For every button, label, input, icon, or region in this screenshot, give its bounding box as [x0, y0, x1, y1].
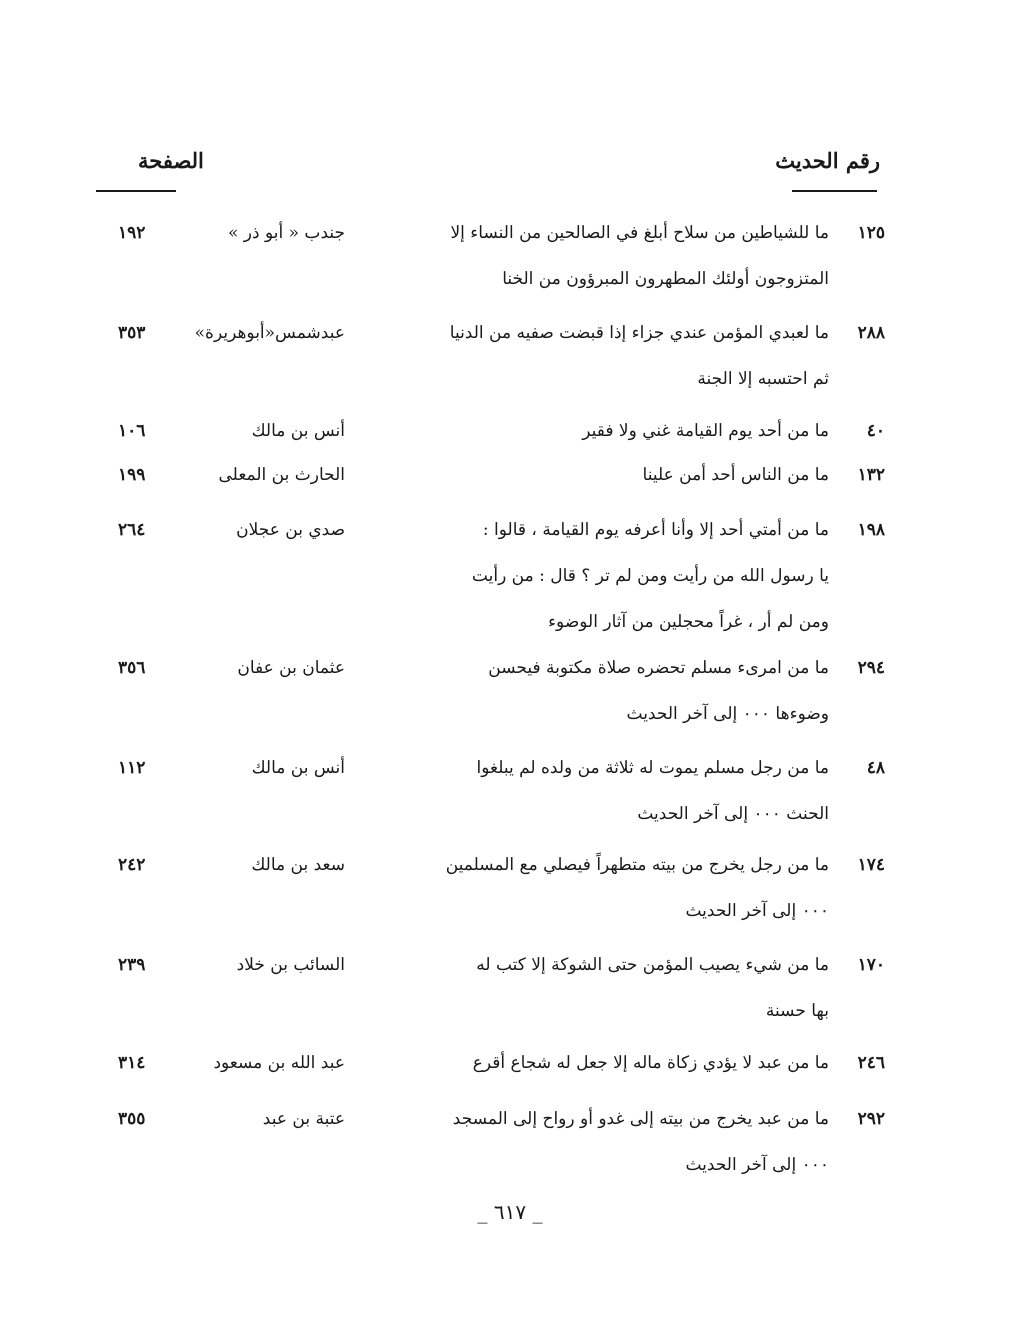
- hadith-text: ما من عبد لا يؤدي زكاة ماله إلا جعل له شجاع أقرع: [472, 1053, 829, 1073]
- hadith-entry: [100, 745, 885, 837]
- hadith-continuation-line: [100, 256, 885, 302]
- hadith-number: ٤٨: [866, 758, 885, 778]
- hadith-entry-line: [100, 507, 885, 553]
- hadith-continuation-line: [100, 1142, 885, 1188]
- hadith-number: ٢٩٤: [857, 658, 885, 678]
- hadith-continuation-line: [100, 691, 885, 737]
- hadith-entry: [100, 645, 885, 737]
- hadith-text-continuation: ثم احتسبه إلا الجنة: [697, 369, 829, 389]
- hadith-entry: [100, 942, 885, 1034]
- hadith-entry-line: [100, 408, 885, 454]
- hadith-narrator: أنس بن مالك: [251, 758, 345, 778]
- hadith-number: ٤٠: [866, 421, 885, 441]
- hadith-text: ما من رجل يخرج من بيته متطهراً فيصلي مع المسلمين: [445, 855, 829, 875]
- hadith-entry: [100, 210, 885, 302]
- hadith-page-reference: ١٩٩: [118, 465, 146, 485]
- hadith-narrator: عثمان بن عفان: [237, 658, 345, 678]
- hadith-text: ما من أمتي أحد إلا وأنا أعرفه يوم القيامة ، قالوا :: [482, 520, 829, 540]
- hadith-entry: [100, 1040, 885, 1086]
- hadith-narrator: صدي بن عجلان: [236, 520, 345, 540]
- hadith-narrator: سعد بن مالك: [251, 855, 345, 875]
- hadith-text-continuation: يا رسول الله من رأيت ومن لم تر ؟ قال : من رأيت: [471, 566, 829, 586]
- hadith-number: ٢٤٦: [857, 1053, 885, 1073]
- hadith-entry-line: [100, 452, 885, 498]
- page-heading: الصفحة: [138, 148, 204, 173]
- hadith-page-reference: ٢٦٤: [118, 520, 146, 540]
- hadith-page-reference: ٣٥٣: [118, 323, 146, 343]
- hadith-entry-line: [100, 842, 885, 888]
- hadith-page-reference: ٣٥٦: [118, 658, 146, 678]
- hadith-continuation-line: [100, 599, 885, 645]
- hadith-narrator: عبدشمس«أبوهريرة»: [194, 323, 345, 343]
- hadith-entry: [100, 1096, 885, 1188]
- hadith-entry: [100, 452, 885, 498]
- hadith-entry-line: [100, 942, 885, 988]
- hadith-number: ١٢٥: [857, 223, 885, 243]
- hadith-text-continuation: ٠٠٠ إلى آخر الحديث: [685, 1155, 829, 1175]
- hadith-number-heading: رقم الحديث: [775, 148, 880, 173]
- hadith-number: ١٣٢: [857, 465, 885, 485]
- hadith-continuation-line: [100, 356, 885, 402]
- hadith-text: ما من عبد يخرج من بيته إلى غدو أو رواح إلى المسجد: [452, 1109, 829, 1129]
- hadith-text-continuation: الحنث ٠٠٠ إلى آخر الحديث: [637, 804, 829, 824]
- hadith-text-continuation: ومن لم أر ، غراً محجلين من آثار الوضوء: [548, 612, 829, 632]
- hadith-entry: [100, 842, 885, 934]
- hadith-continuation-line: [100, 791, 885, 837]
- hadith-text-continuation: المتزوجون أولئك المطهرون المبرؤون من الخنا: [502, 269, 829, 289]
- hadith-text: ما للشياطين من سلاح أبلغ في الصالحين من النساء إلا: [450, 223, 829, 243]
- hadith-text-continuation: بها حسنة: [765, 1001, 829, 1021]
- hadith-continuation-line: [100, 553, 885, 599]
- hadith-continuation-line: [100, 988, 885, 1034]
- hadith-text: ما من رجل مسلم يموت له ثلاثة من ولده لم يبلغوا: [476, 758, 829, 778]
- hadith-number: ١٧٠: [857, 955, 885, 975]
- hadith-page-reference: ٢٣٩: [118, 955, 146, 975]
- hadith-entry-line: [100, 645, 885, 691]
- hadith-text: ما من الناس أحد أمن علينا: [642, 465, 829, 485]
- hadith-narrator: أنس بن مالك: [251, 421, 345, 441]
- hadith-narrator: جندب « أبو ذر »: [228, 223, 345, 243]
- hadith-number: ٢٨٨: [857, 323, 885, 343]
- hadith-text-continuation: ٠٠٠ إلى آخر الحديث: [685, 901, 829, 921]
- hadith-narrator: السائب بن خلاد: [236, 955, 345, 975]
- hadith-page-reference: ١٠٦: [118, 421, 146, 441]
- hadith-narrator: الحارث بن المعلى: [218, 465, 345, 485]
- hadith-entry: [100, 408, 885, 454]
- hadith-continuation-line: [100, 888, 885, 934]
- hadith-text: ما من امرىء مسلم تحضره صلاة مكتوبة فيحسن: [488, 658, 829, 678]
- hadith-text: ما من شيء يصيب المؤمن حتى الشوكة إلا كتب له: [476, 955, 829, 975]
- hadith-entry: [100, 310, 885, 402]
- hadith-page-reference: ١١٢: [118, 758, 146, 778]
- hadith-entry-line: [100, 210, 885, 256]
- hadith-text-continuation: وضوءها ٠٠٠ إلى آخر الحديث: [626, 704, 829, 724]
- hadith-entry: [100, 507, 885, 645]
- hadith-number: ١٩٨: [857, 520, 885, 540]
- hadith-text: ما لعبدي المؤمن عندي جزاء إذا قبضت صفيه من الدنيا: [449, 323, 829, 343]
- hadith-number: ١٧٤: [857, 855, 885, 875]
- hadith-entry-line: [100, 1096, 885, 1142]
- hadith-entry-line: [100, 310, 885, 356]
- hadith-narrator: عبد الله بن مسعود: [213, 1053, 345, 1073]
- hadith-entry-line: [100, 1040, 885, 1086]
- hadith-page-reference: ٣١٤: [118, 1053, 146, 1073]
- page-number: _ ٦١٧ _: [477, 1200, 543, 1224]
- heading-underline-left: [96, 190, 176, 192]
- hadith-page-reference: ١٩٢: [118, 223, 146, 243]
- hadith-number: ٢٩٢: [857, 1109, 885, 1129]
- hadith-text: ما من أحد يوم القيامة غني ولا فقير: [582, 421, 829, 441]
- hadith-page-reference: ٢٤٢: [118, 855, 146, 875]
- heading-underline-right: [792, 190, 877, 192]
- hadith-narrator: عتبة بن عبد: [262, 1109, 345, 1129]
- hadith-entry-line: [100, 745, 885, 791]
- hadith-page-reference: ٣٥٥: [118, 1109, 146, 1129]
